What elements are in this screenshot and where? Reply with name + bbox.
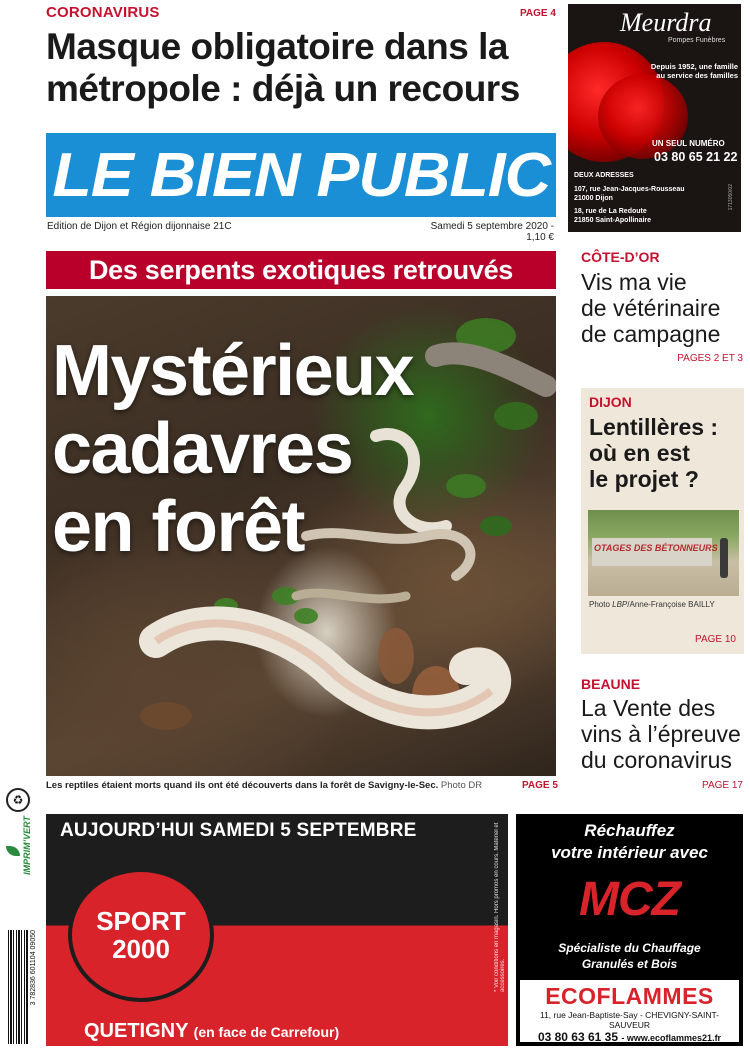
date-price: Samedi 5 septembre 2020 - 1,10 € [430,221,554,243]
side2-box[interactable] [581,388,744,654]
sport-logo-line1: SPORT [96,906,186,936]
mcz-ad[interactable] [516,814,743,1046]
funeral-brand-sub: Pompes Funèbres [668,37,726,44]
edition-label: Edition de Dijon et Région dijonnaise 21C [47,221,232,232]
lead-page-ref: PAGE 4 [520,8,556,19]
main-headline: Mystérieux cadavres en forêt [52,331,414,567]
sport-ad-fineprint: * Voir conditions en magasin. Hors promos en cours. Matériel et accessoires. [494,822,506,992]
recycle-icon: ♻ [6,788,30,812]
masthead-title: LE BIEN PUBLIC [52,140,550,210]
side3-page-ref: PAGE 17 [702,780,743,791]
funeral-phone[interactable]: 03 80 65 21 22 [654,150,738,164]
side1-kicker: CÔTE-D’OR [581,249,660,265]
lead-kicker: CORONAVIRUS [46,4,160,21]
funeral-since: Depuis 1952, une famille au service des familles [650,62,738,80]
masthead[interactable] [46,133,556,217]
lead-headline[interactable] [46,26,558,110]
snake-photo[interactable] [46,296,556,776]
barcode-digits: 3 782836 601104 09050 [30,930,37,1006]
ecoflammes-contact: 03 80 63 61 35 - www.ecoflammes21.fr [537,1030,722,1044]
lead-headline-line2: métropole : déjà un recours [46,68,520,109]
imprim-vert-label: IMPRIM’VERT [22,816,32,875]
sport-ad-location: QUETIGNY (en face de Carrefour) [84,1020,340,1042]
funeral-address-1: 107, rue Jean-Jacques-Rousseau 21000 Dijon [574,186,685,202]
main-story-banner[interactable]: Des serpents exotiques retrouvés [46,251,556,289]
person-figure [720,538,728,578]
funeral-number-label: UN SEUL NUMÉRO [652,139,725,148]
barcode [8,930,28,1044]
sport2000-ad[interactable] [46,814,508,1046]
side2-photo-credit: Photo LBP/Anne-Françoise BAILLY [589,600,715,609]
sport2000-logo [68,868,214,1002]
sport-ad-date: AUJOURD’HUI SAMEDI 5 SEPTEMBRE [60,820,417,841]
side2-page-ref: PAGE 10 [695,634,736,645]
side3-title[interactable]: La Vente des vins à l’épreuve du coronavirus [581,695,741,773]
ecoflammes-panel [520,980,739,1042]
funeral-address-2: 18, rue de La Redoute 21850 Saint-Apollinaire [574,208,652,224]
leaf-icon [6,846,20,856]
lentilleres-photo[interactable] [588,510,739,596]
ecoflammes-logo: ECOFLAMMES [545,983,714,1009]
funeral-ad[interactable] [568,4,741,232]
funeral-brand: Meurdra [620,8,712,37]
mcz-logo: MCZ [579,873,680,926]
sport-logo-line2: 2000 [112,934,170,964]
lead-headline-line1: Masque obligatoire dans la [46,26,508,67]
funeral-ad-ref: 1713050/02 [728,184,734,211]
main-caption: Les reptiles étaient morts quand ils ont été découverts dans la forêt de Savigny-le-Sec. Photo DR [46,780,483,791]
side2-kicker: DIJON [589,394,632,410]
graffiti-text: OTAGES DES BÉTONNEURS [594,543,718,553]
ecoflammes-address: 11, rue Jean-Baptiste-Say - CHEVIGNY-SAINT-SAUVEUR [539,1010,720,1030]
side1-page-ref: PAGES 2 ET 3 [677,353,743,364]
side2-title: Lentillères : où en est le projet ? [589,414,719,492]
funeral-addresses-label: DEUX ADRESSES [574,172,634,179]
side1-title[interactable]: Vis ma vie de vétérinaire de campagne [581,269,721,347]
main-page-ref: PAGE 5 [522,780,558,791]
side3-kicker: BEAUNE [581,676,641,692]
mcz-ad-headline: Réchauffez votre intérieur avec [551,821,708,862]
mcz-ad-subtitle: Spécialiste du Chauffage Granulés et Bois [558,941,701,971]
